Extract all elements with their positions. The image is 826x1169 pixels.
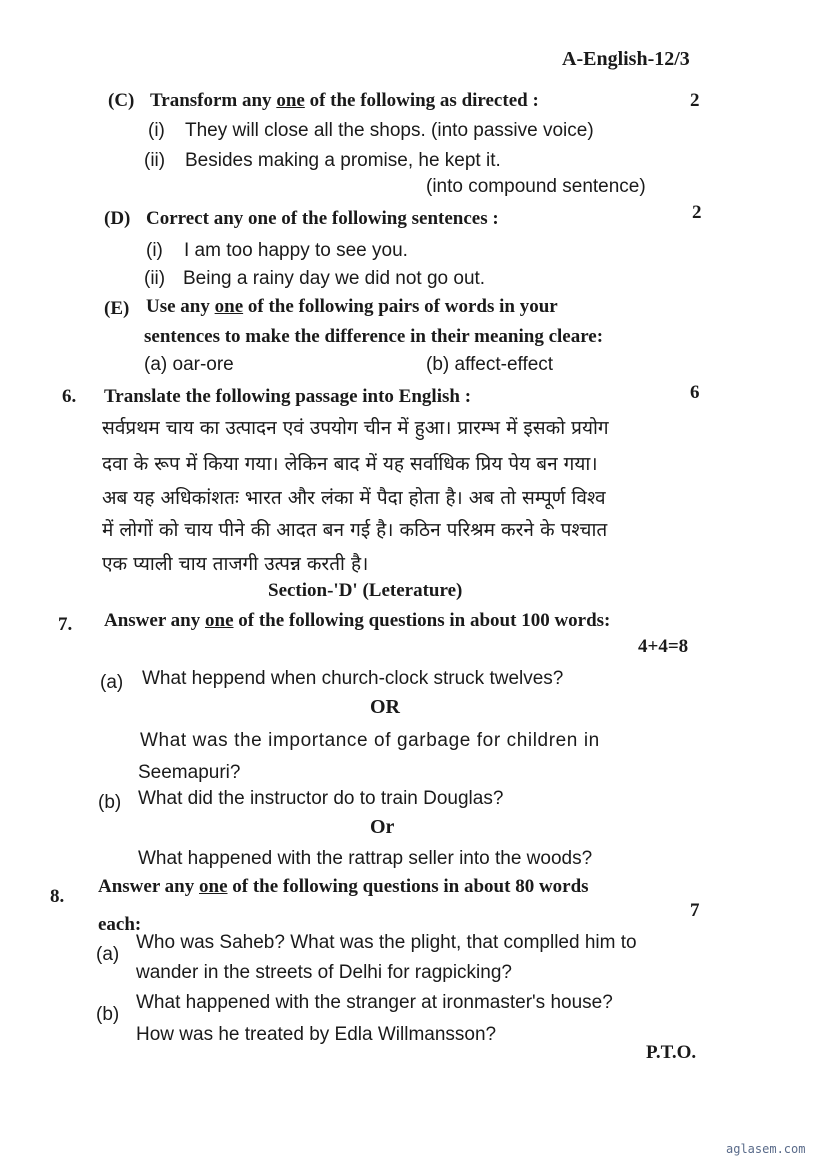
question-8-marks: 7 [690,900,700,921]
question-d-title: Correct any one of the following sentences : [146,208,499,229]
question-8a-line-1: Who was Saheb? What was the plight, that complled him to [136,932,637,953]
question-c-item-2-num: (ii) [144,150,166,171]
paper-code: A-English-12/3 [562,48,690,70]
question-e-label: (E) [104,298,130,319]
question-8-number: 8. [50,886,65,907]
question-d-item-1-text: I am too happy to see you. [184,240,408,261]
question-7b-text: What did the instructor do to train Douglas? [138,788,504,809]
hindi-passage-line-3: अब यह अधिकांशतः भारत और लंका में पैदा होता है। अब तो सम्पूर्ण विश्व [102,487,606,509]
footer-watermark: aglasem.com [726,1142,806,1156]
question-c-item-1-text: They will close all the shops. (into passive voice) [185,120,594,141]
question-7a-alt-line-1: What was the importance of garbage for children in [140,730,600,751]
question-8b-line-2: How was he treated by Edla Willmansson? [136,1024,497,1045]
section-d-title: Section-'D' (Leterature) [268,580,463,601]
hindi-passage-line-4: में लोगों को चाय पीने की आदत बन गई है। कठिन परिश्रम करने के पश्चात [102,519,608,541]
question-d-marks: 2 [692,202,702,223]
question-6-number: 6. [62,386,77,407]
question-7a-label: (a) [100,672,124,693]
question-8a-label: (a) [96,944,120,965]
question-7a-or: OR [370,696,400,718]
question-e-option-a: (a) oar-ore [144,354,234,375]
question-8b-label: (b) [96,1004,120,1025]
question-c-label: (C) [108,90,135,111]
question-7-title: Answer any one of the following questions in about 100 words: [104,610,611,631]
question-c-title: Transform any one of the following as directed : [150,90,539,111]
question-c-note: (into compound sentence) [426,176,646,197]
question-d-item-2-text: Being a rainy day we did not go out. [183,268,486,289]
question-d-item-1-num: (i) [146,240,163,261]
question-8-title: Answer any one of the following questions in about 80 words [98,876,589,897]
question-6-title: Translate the following passage into English : [104,386,472,407]
question-8a-line-2: wander in the streets of Delhi for ragpicking? [136,962,512,983]
question-e-line-2: sentences to make the difference in their meaning cleare: [144,326,604,347]
hindi-passage-line-5: एक प्याली चाय ताजगी उत्पन्न करती है। [102,553,369,575]
question-d-label: (D) [104,208,131,229]
question-8-title-line-2: each: [98,914,142,935]
question-7b-alt: What happened with the rattrap seller into the woods? [138,848,593,869]
question-6-marks: 6 [690,382,700,403]
question-7b-label: (b) [98,792,122,813]
question-d-item-2-num: (ii) [144,268,166,289]
question-c-marks: 2 [690,90,700,111]
hindi-passage-line-1: सर्वप्रथम चाय का उत्पादन एवं उपयोग चीन में हुआ। प्रारम्भ में इसको प्रयोग [102,417,609,439]
question-c-item-1-num: (i) [148,120,165,141]
question-7a-alt-line-2: Seemapuri? [138,762,241,783]
question-7-marks: 4+4=8 [638,636,689,657]
question-c-item-2-text: Besides making a promise, he kept it. [185,150,501,171]
question-7b-or: Or [370,816,395,838]
question-8b-line-1: What happened with the stranger at ironmaster's house? [136,992,613,1013]
question-e-line-1: Use any one of the following pairs of words in your [146,296,558,317]
question-e-option-b: (b) affect-effect [426,354,554,375]
hindi-passage-line-2: दवा के रूप में किया गया। लेकिन बाद में यह सर्वाधिक प्रिय पेय बन गया। [102,453,598,475]
pto-label: P.T.O. [646,1042,697,1063]
question-7-number: 7. [58,614,73,635]
question-7a-text: What heppend when church-clock struck twelves? [142,668,564,689]
